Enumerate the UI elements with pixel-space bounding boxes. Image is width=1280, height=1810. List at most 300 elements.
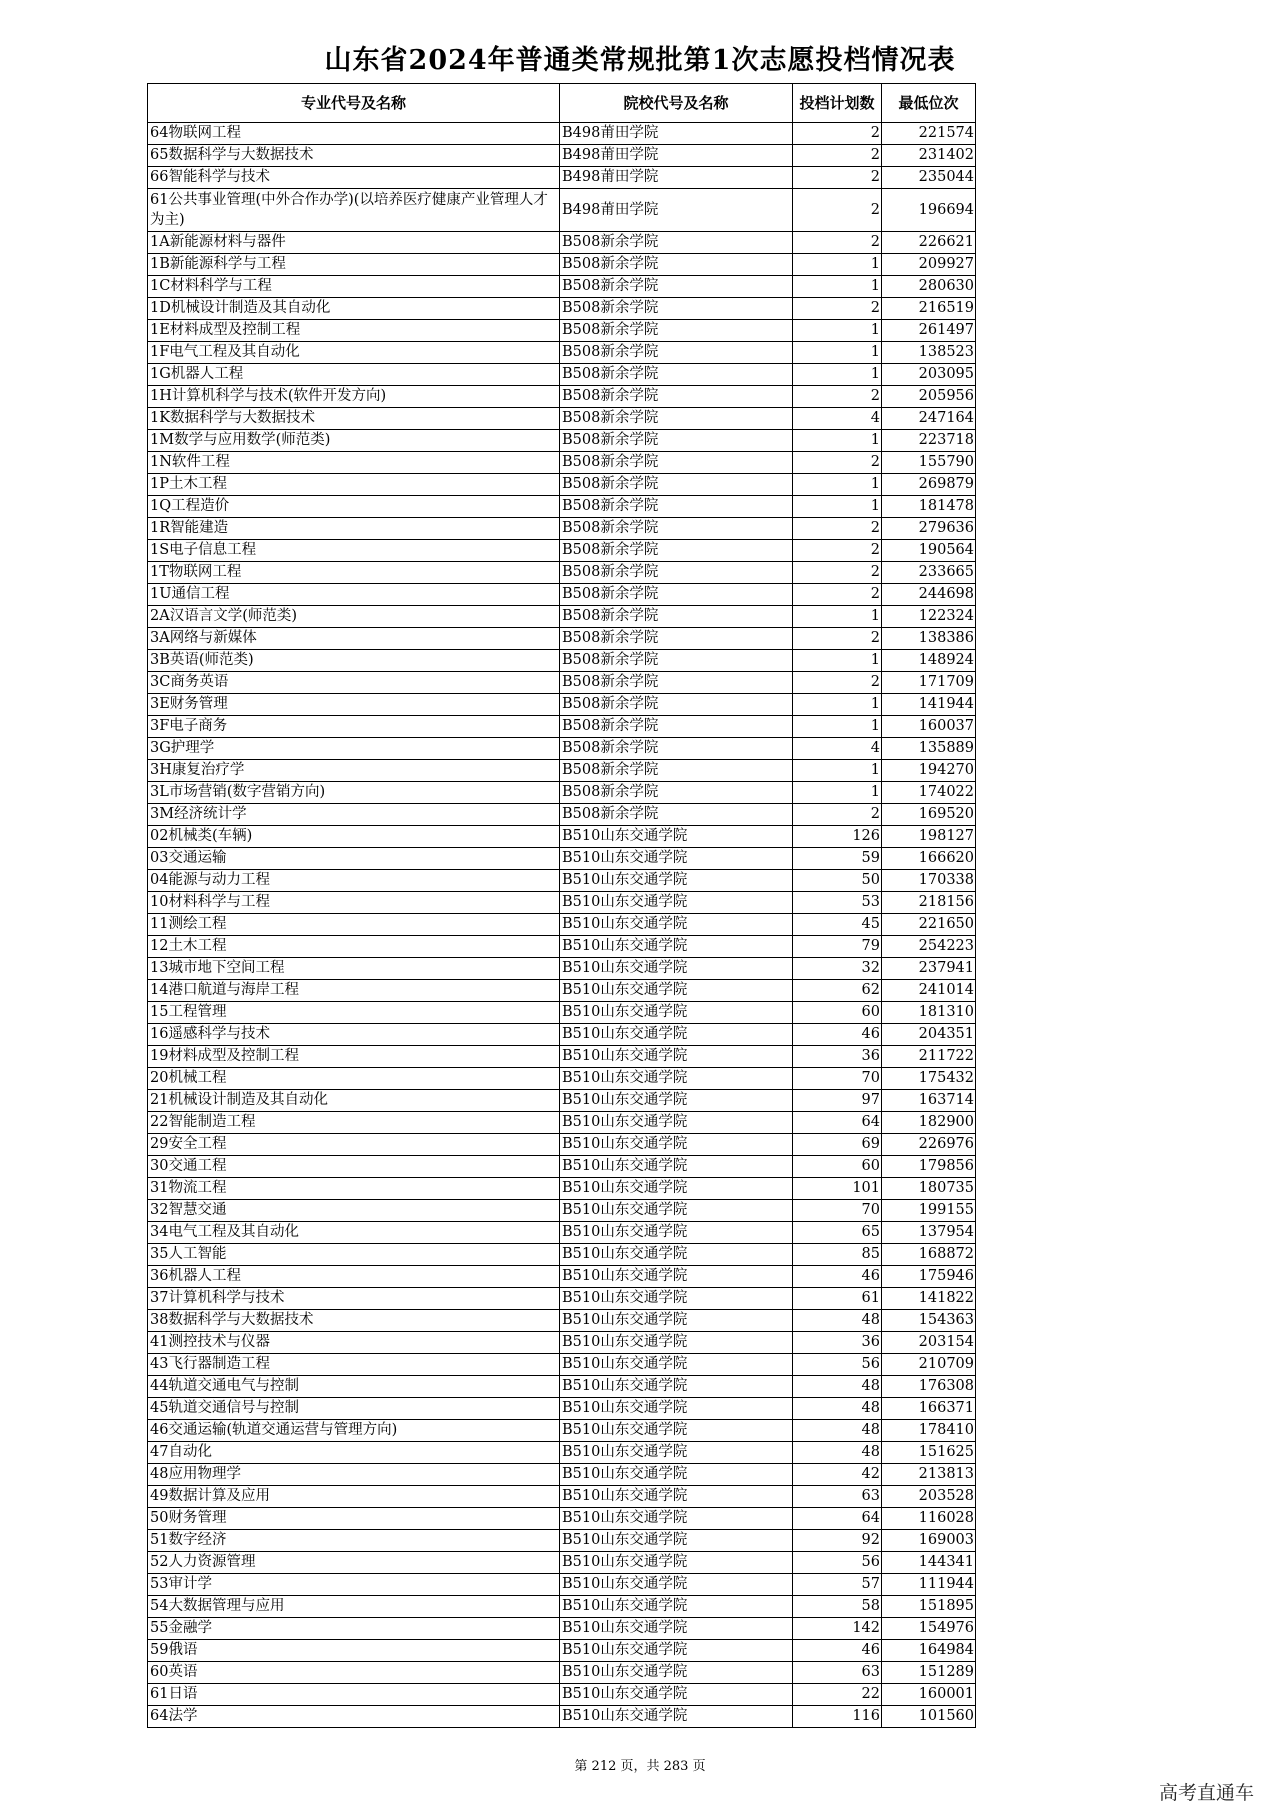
cell-rank: 111944 bbox=[882, 1574, 976, 1596]
cell-plan: 126 bbox=[793, 826, 882, 848]
cell-major: 43飞行器制造工程 bbox=[148, 1354, 560, 1376]
cell-plan: 142 bbox=[793, 1618, 882, 1640]
cell-rank: 155790 bbox=[882, 452, 976, 474]
cell-major: 3E财务管理 bbox=[148, 694, 560, 716]
cell-school: B508新余学院 bbox=[560, 716, 793, 738]
cell-rank: 223718 bbox=[882, 430, 976, 452]
table-row bbox=[148, 1508, 976, 1530]
table-row bbox=[148, 672, 976, 694]
table-row bbox=[148, 1112, 976, 1134]
table-row bbox=[148, 1354, 976, 1376]
table-row bbox=[148, 562, 976, 584]
cell-rank: 221650 bbox=[882, 914, 976, 936]
cell-major: 32智慧交通 bbox=[148, 1200, 560, 1222]
cell-school: B510山东交通学院 bbox=[560, 1112, 793, 1134]
cell-school: B508新余学院 bbox=[560, 298, 793, 320]
table-row bbox=[148, 1398, 976, 1420]
cell-plan: 1 bbox=[793, 430, 882, 452]
table-row bbox=[148, 430, 976, 452]
cell-plan: 1 bbox=[793, 276, 882, 298]
cell-plan: 53 bbox=[793, 892, 882, 914]
cell-plan: 1 bbox=[793, 760, 882, 782]
cell-rank: 203154 bbox=[882, 1332, 976, 1354]
cell-major: 04能源与动力工程 bbox=[148, 870, 560, 892]
cell-major: 60英语 bbox=[148, 1662, 560, 1684]
cell-plan: 48 bbox=[793, 1442, 882, 1464]
table-row bbox=[148, 1486, 976, 1508]
cell-major: 46交通运输(轨道交通运营与管理方向) bbox=[148, 1420, 560, 1442]
table-row bbox=[148, 1552, 976, 1574]
cell-major: 61日语 bbox=[148, 1684, 560, 1706]
cell-major: 51数字经济 bbox=[148, 1530, 560, 1552]
cell-plan: 65 bbox=[793, 1222, 882, 1244]
table-row bbox=[148, 386, 976, 408]
table-row bbox=[148, 1046, 976, 1068]
page-footer: 第 212 页，共 283 页 bbox=[574, 1759, 706, 1774]
table-row bbox=[148, 760, 976, 782]
cell-school: B508新余学院 bbox=[560, 606, 793, 628]
cell-rank: 269879 bbox=[882, 474, 976, 496]
cell-major: 54大数据管理与应用 bbox=[148, 1596, 560, 1618]
cell-school: B510山东交通学院 bbox=[560, 1552, 793, 1574]
cell-plan: 1 bbox=[793, 716, 882, 738]
cell-plan: 70 bbox=[793, 1200, 882, 1222]
cell-school: B510山东交通学院 bbox=[560, 1002, 793, 1024]
cell-plan: 79 bbox=[793, 936, 882, 958]
cell-rank: 194270 bbox=[882, 760, 976, 782]
cell-major: 53审计学 bbox=[148, 1574, 560, 1596]
cell-plan: 1 bbox=[793, 254, 882, 276]
cell-major: 41测控技术与仪器 bbox=[148, 1332, 560, 1354]
cell-rank: 211722 bbox=[882, 1046, 976, 1068]
table-row bbox=[148, 496, 976, 518]
cell-plan: 59 bbox=[793, 848, 882, 870]
cell-plan: 63 bbox=[793, 1486, 882, 1508]
cell-school: B510山东交通学院 bbox=[560, 1706, 793, 1728]
cell-rank: 218156 bbox=[882, 892, 976, 914]
table-row bbox=[148, 936, 976, 958]
cell-plan: 1 bbox=[793, 650, 882, 672]
cell-major: 22智能制造工程 bbox=[148, 1112, 560, 1134]
table-row bbox=[148, 1706, 976, 1728]
cell-school: B508新余学院 bbox=[560, 276, 793, 298]
cell-rank: 151289 bbox=[882, 1662, 976, 1684]
cell-plan: 36 bbox=[793, 1332, 882, 1354]
cell-school: B498莆田学院 bbox=[560, 123, 793, 145]
cell-plan: 2 bbox=[793, 298, 882, 320]
table-row bbox=[148, 738, 976, 760]
cell-rank: 137954 bbox=[882, 1222, 976, 1244]
cell-plan: 116 bbox=[793, 1706, 882, 1728]
cell-major: 12土木工程 bbox=[148, 936, 560, 958]
table-row bbox=[148, 1596, 976, 1618]
table-row bbox=[148, 1684, 976, 1706]
cell-major: 1G机器人工程 bbox=[148, 364, 560, 386]
cell-plan: 1 bbox=[793, 474, 882, 496]
table-row bbox=[148, 254, 976, 276]
cell-major: 1K数据科学与大数据技术 bbox=[148, 408, 560, 430]
watermark-text: 高考直通车 bbox=[1158, 1782, 1254, 1804]
cell-rank: 160037 bbox=[882, 716, 976, 738]
cell-rank: 180735 bbox=[882, 1178, 976, 1200]
cell-rank: 166620 bbox=[882, 848, 976, 870]
cell-major: 30交通工程 bbox=[148, 1156, 560, 1178]
cell-plan: 22 bbox=[793, 1684, 882, 1706]
cell-rank: 226976 bbox=[882, 1134, 976, 1156]
cell-school: B510山东交通学院 bbox=[560, 848, 793, 870]
cell-major: 3B英语(师范类) bbox=[148, 650, 560, 672]
cell-rank: 154363 bbox=[882, 1310, 976, 1332]
cell-school: B510山东交通学院 bbox=[560, 1640, 793, 1662]
page-title: 山东省2024年普通类常规批第1次志愿投档情况表 bbox=[324, 45, 956, 76]
cell-rank: 199155 bbox=[882, 1200, 976, 1222]
cell-rank: 138523 bbox=[882, 342, 976, 364]
cell-major: 61公共事业管理(中外合作办学)(以培养医疗健康产业管理人才为主) bbox=[148, 189, 560, 232]
table-row bbox=[148, 1244, 976, 1266]
cell-rank: 154976 bbox=[882, 1618, 976, 1640]
cell-major: 1Q工程造价 bbox=[148, 496, 560, 518]
cell-school: B510山东交通学院 bbox=[560, 1420, 793, 1442]
table-row bbox=[148, 1222, 976, 1244]
cell-rank: 233665 bbox=[882, 562, 976, 584]
cell-plan: 57 bbox=[793, 1574, 882, 1596]
cell-plan: 60 bbox=[793, 1156, 882, 1178]
table-row bbox=[148, 958, 976, 980]
cell-rank: 151895 bbox=[882, 1596, 976, 1618]
cell-plan: 62 bbox=[793, 980, 882, 1002]
cell-plan: 60 bbox=[793, 1002, 882, 1024]
cell-plan: 2 bbox=[793, 145, 882, 167]
cell-school: B508新余学院 bbox=[560, 408, 793, 430]
cell-school: B508新余学院 bbox=[560, 672, 793, 694]
cell-plan: 45 bbox=[793, 914, 882, 936]
cell-major: 55金融学 bbox=[148, 1618, 560, 1640]
cell-school: B508新余学院 bbox=[560, 232, 793, 254]
cell-plan: 2 bbox=[793, 562, 882, 584]
table-row bbox=[148, 1090, 976, 1112]
cell-school: B510山东交通学院 bbox=[560, 1398, 793, 1420]
cell-major: 31物流工程 bbox=[148, 1178, 560, 1200]
table-row bbox=[148, 650, 976, 672]
cell-school: B510山东交通学院 bbox=[560, 1662, 793, 1684]
cell-rank: 168872 bbox=[882, 1244, 976, 1266]
cell-school: B510山东交通学院 bbox=[560, 1684, 793, 1706]
cell-rank: 169520 bbox=[882, 804, 976, 826]
table-row bbox=[148, 804, 976, 826]
table-row bbox=[148, 232, 976, 254]
cell-rank: 171709 bbox=[882, 672, 976, 694]
table-row bbox=[148, 694, 976, 716]
table-row bbox=[148, 1134, 976, 1156]
table-row bbox=[148, 189, 976, 232]
cell-school: B510山东交通学院 bbox=[560, 1310, 793, 1332]
cell-plan: 85 bbox=[793, 1244, 882, 1266]
cell-plan: 2 bbox=[793, 540, 882, 562]
cell-rank: 164984 bbox=[882, 1640, 976, 1662]
cell-plan: 56 bbox=[793, 1552, 882, 1574]
cell-plan: 101 bbox=[793, 1178, 882, 1200]
cell-school: B510山东交通学院 bbox=[560, 870, 793, 892]
cell-plan: 2 bbox=[793, 189, 882, 232]
cell-rank: 144341 bbox=[882, 1552, 976, 1574]
cell-rank: 244698 bbox=[882, 584, 976, 606]
table-row bbox=[148, 342, 976, 364]
cell-rank: 247164 bbox=[882, 408, 976, 430]
table-row bbox=[148, 276, 976, 298]
cell-major: 21机械设计制造及其自动化 bbox=[148, 1090, 560, 1112]
cell-major: 3C商务英语 bbox=[148, 672, 560, 694]
cell-major: 20机械工程 bbox=[148, 1068, 560, 1090]
table-row bbox=[148, 1200, 976, 1222]
cell-major: 37计算机科学与技术 bbox=[148, 1288, 560, 1310]
cell-school: B510山东交通学院 bbox=[560, 1046, 793, 1068]
cell-rank: 174022 bbox=[882, 782, 976, 804]
cell-major: 66智能科学与技术 bbox=[148, 167, 560, 189]
cell-major: 1E材料成型及控制工程 bbox=[148, 320, 560, 342]
cell-school: B508新余学院 bbox=[560, 496, 793, 518]
cell-major: 02机械类(车辆) bbox=[148, 826, 560, 848]
cell-major: 1H计算机科学与技术(软件开发方向) bbox=[148, 386, 560, 408]
cell-plan: 48 bbox=[793, 1376, 882, 1398]
cell-plan: 64 bbox=[793, 1508, 882, 1530]
cell-rank: 205956 bbox=[882, 386, 976, 408]
cell-rank: 209927 bbox=[882, 254, 976, 276]
cell-rank: 204351 bbox=[882, 1024, 976, 1046]
cell-school: B510山东交通学院 bbox=[560, 980, 793, 1002]
cell-major: 65数据科学与大数据技术 bbox=[148, 145, 560, 167]
cell-school: B510山东交通学院 bbox=[560, 914, 793, 936]
table-row bbox=[148, 1310, 976, 1332]
cell-school: B510山东交通学院 bbox=[560, 1376, 793, 1398]
cell-major: 36机器人工程 bbox=[148, 1266, 560, 1288]
cell-major: 52人力资源管理 bbox=[148, 1552, 560, 1574]
cell-major: 13城市地下空间工程 bbox=[148, 958, 560, 980]
cell-rank: 203095 bbox=[882, 364, 976, 386]
cell-major: 35人工智能 bbox=[148, 1244, 560, 1266]
cell-major: 34电气工程及其自动化 bbox=[148, 1222, 560, 1244]
cell-plan: 70 bbox=[793, 1068, 882, 1090]
cell-school: B510山东交通学院 bbox=[560, 826, 793, 848]
cell-plan: 58 bbox=[793, 1596, 882, 1618]
table-row bbox=[148, 518, 976, 540]
header-school: 院校代号及名称 bbox=[560, 84, 793, 123]
cell-rank: 216519 bbox=[882, 298, 976, 320]
cell-major: 49数据计算及应用 bbox=[148, 1486, 560, 1508]
cell-school: B508新余学院 bbox=[560, 452, 793, 474]
cell-major: 64法学 bbox=[148, 1706, 560, 1728]
table-row bbox=[148, 1178, 976, 1200]
header-rank: 最低位次 bbox=[882, 84, 976, 123]
cell-school: B508新余学院 bbox=[560, 694, 793, 716]
cell-plan: 2 bbox=[793, 672, 882, 694]
cell-school: B510山东交通学院 bbox=[560, 936, 793, 958]
table-row bbox=[148, 1464, 976, 1486]
table-row bbox=[148, 452, 976, 474]
cell-plan: 69 bbox=[793, 1134, 882, 1156]
cell-major: 3F电子商务 bbox=[148, 716, 560, 738]
cell-rank: 279636 bbox=[882, 518, 976, 540]
table-row bbox=[148, 474, 976, 496]
cell-major: 19材料成型及控制工程 bbox=[148, 1046, 560, 1068]
cell-school: B510山东交通学院 bbox=[560, 1288, 793, 1310]
cell-major: 3H康复治疗学 bbox=[148, 760, 560, 782]
cell-school: B510山东交通学院 bbox=[560, 1508, 793, 1530]
cell-plan: 2 bbox=[793, 518, 882, 540]
cell-school: B508新余学院 bbox=[560, 584, 793, 606]
cell-school: B508新余学院 bbox=[560, 760, 793, 782]
cell-major: 45轨道交通信号与控制 bbox=[148, 1398, 560, 1420]
cell-plan: 1 bbox=[793, 694, 882, 716]
cell-rank: 178410 bbox=[882, 1420, 976, 1442]
cell-rank: 181478 bbox=[882, 496, 976, 518]
cell-rank: 175946 bbox=[882, 1266, 976, 1288]
cell-rank: 196694 bbox=[882, 189, 976, 232]
cell-plan: 64 bbox=[793, 1112, 882, 1134]
cell-major: 1M数学与应用数学(师范类) bbox=[148, 430, 560, 452]
cell-major: 1U通信工程 bbox=[148, 584, 560, 606]
cell-school: B508新余学院 bbox=[560, 518, 793, 540]
cell-plan: 36 bbox=[793, 1046, 882, 1068]
cell-plan: 2 bbox=[793, 123, 882, 145]
cell-rank: 181310 bbox=[882, 1002, 976, 1024]
table-row bbox=[148, 892, 976, 914]
cell-school: B510山东交通学院 bbox=[560, 1090, 793, 1112]
table-row bbox=[148, 1156, 976, 1178]
table-row bbox=[148, 1288, 976, 1310]
cell-rank: 280630 bbox=[882, 276, 976, 298]
table-row bbox=[148, 584, 976, 606]
cell-major: 10材料科学与工程 bbox=[148, 892, 560, 914]
cell-plan: 2 bbox=[793, 232, 882, 254]
cell-plan: 48 bbox=[793, 1420, 882, 1442]
table-row bbox=[148, 870, 976, 892]
table-row bbox=[148, 1420, 976, 1442]
cell-school: B510山东交通学院 bbox=[560, 1530, 793, 1552]
table-row bbox=[148, 1332, 976, 1354]
cell-rank: 163714 bbox=[882, 1090, 976, 1112]
cell-rank: 182900 bbox=[882, 1112, 976, 1134]
cell-school: B510山东交通学院 bbox=[560, 1200, 793, 1222]
header-major: 专业代号及名称 bbox=[148, 84, 560, 123]
cell-plan: 2 bbox=[793, 584, 882, 606]
cell-major: 1C材料科学与工程 bbox=[148, 276, 560, 298]
cell-school: B510山东交通学院 bbox=[560, 1332, 793, 1354]
table-row bbox=[148, 1376, 976, 1398]
cell-major: 1D机械设计制造及其自动化 bbox=[148, 298, 560, 320]
cell-school: B498莆田学院 bbox=[560, 167, 793, 189]
cell-rank: 198127 bbox=[882, 826, 976, 848]
table-row bbox=[148, 826, 976, 848]
cell-school: B508新余学院 bbox=[560, 738, 793, 760]
cell-school: B508新余学院 bbox=[560, 804, 793, 826]
table-row bbox=[148, 606, 976, 628]
cell-rank: 122324 bbox=[882, 606, 976, 628]
cell-major: 15工程管理 bbox=[148, 1002, 560, 1024]
cell-school: B510山东交通学院 bbox=[560, 1354, 793, 1376]
cell-major: 50财务管理 bbox=[148, 1508, 560, 1530]
table-row bbox=[148, 167, 976, 189]
cell-school: B498莆田学院 bbox=[560, 145, 793, 167]
table-row bbox=[148, 1442, 976, 1464]
cell-major: 2A汉语言文学(师范类) bbox=[148, 606, 560, 628]
cell-major: 3G护理学 bbox=[148, 738, 560, 760]
cell-rank: 151625 bbox=[882, 1442, 976, 1464]
table-header-row bbox=[148, 84, 976, 123]
table-row bbox=[148, 628, 976, 650]
cell-school: B498莆田学院 bbox=[560, 189, 793, 232]
table-row bbox=[148, 914, 976, 936]
cell-major: 47自动化 bbox=[148, 1442, 560, 1464]
table-row bbox=[148, 1024, 976, 1046]
cell-school: B508新余学院 bbox=[560, 254, 793, 276]
cell-school: B508新余学院 bbox=[560, 364, 793, 386]
cell-rank: 179856 bbox=[882, 1156, 976, 1178]
cell-major: 1P土木工程 bbox=[148, 474, 560, 496]
cell-school: B510山东交通学院 bbox=[560, 1178, 793, 1200]
cell-school: B508新余学院 bbox=[560, 650, 793, 672]
cell-major: 3A网络与新媒体 bbox=[148, 628, 560, 650]
cell-rank: 141822 bbox=[882, 1288, 976, 1310]
cell-plan: 48 bbox=[793, 1310, 882, 1332]
table-row bbox=[148, 1618, 976, 1640]
cell-plan: 97 bbox=[793, 1090, 882, 1112]
cell-school: B510山东交通学院 bbox=[560, 1486, 793, 1508]
table-row bbox=[148, 782, 976, 804]
cell-school: B508新余学院 bbox=[560, 540, 793, 562]
cell-rank: 210709 bbox=[882, 1354, 976, 1376]
cell-plan: 56 bbox=[793, 1354, 882, 1376]
cell-school: B510山东交通学院 bbox=[560, 1244, 793, 1266]
cell-rank: 116028 bbox=[882, 1508, 976, 1530]
cell-rank: 160001 bbox=[882, 1684, 976, 1706]
cell-plan: 63 bbox=[793, 1662, 882, 1684]
table-row bbox=[148, 408, 976, 430]
cell-plan: 1 bbox=[793, 364, 882, 386]
cell-school: B508新余学院 bbox=[560, 430, 793, 452]
cell-rank: 226621 bbox=[882, 232, 976, 254]
cell-rank: 241014 bbox=[882, 980, 976, 1002]
cell-school: B508新余学院 bbox=[560, 628, 793, 650]
table-row bbox=[148, 1002, 976, 1024]
cell-rank: 101560 bbox=[882, 1706, 976, 1728]
cell-major: 16遥感科学与技术 bbox=[148, 1024, 560, 1046]
admission-table bbox=[147, 83, 976, 1728]
cell-rank: 141944 bbox=[882, 694, 976, 716]
cell-plan: 1 bbox=[793, 320, 882, 342]
cell-school: B508新余学院 bbox=[560, 782, 793, 804]
cell-plan: 2 bbox=[793, 628, 882, 650]
cell-school: B510山东交通学院 bbox=[560, 958, 793, 980]
cell-major: 44轨道交通电气与控制 bbox=[148, 1376, 560, 1398]
table-row bbox=[148, 123, 976, 145]
cell-school: B510山东交通学院 bbox=[560, 892, 793, 914]
cell-major: 14港口航道与海岸工程 bbox=[148, 980, 560, 1002]
cell-plan: 46 bbox=[793, 1266, 882, 1288]
cell-major: 1F电气工程及其自动化 bbox=[148, 342, 560, 364]
cell-major: 11测绘工程 bbox=[148, 914, 560, 936]
cell-plan: 61 bbox=[793, 1288, 882, 1310]
cell-major: 29安全工程 bbox=[148, 1134, 560, 1156]
cell-rank: 166371 bbox=[882, 1398, 976, 1420]
cell-school: B508新余学院 bbox=[560, 386, 793, 408]
table-row bbox=[148, 320, 976, 342]
cell-major: 03交通运输 bbox=[148, 848, 560, 870]
cell-plan: 4 bbox=[793, 738, 882, 760]
cell-rank: 135889 bbox=[882, 738, 976, 760]
cell-plan: 1 bbox=[793, 496, 882, 518]
cell-rank: 221574 bbox=[882, 123, 976, 145]
table-row bbox=[148, 145, 976, 167]
